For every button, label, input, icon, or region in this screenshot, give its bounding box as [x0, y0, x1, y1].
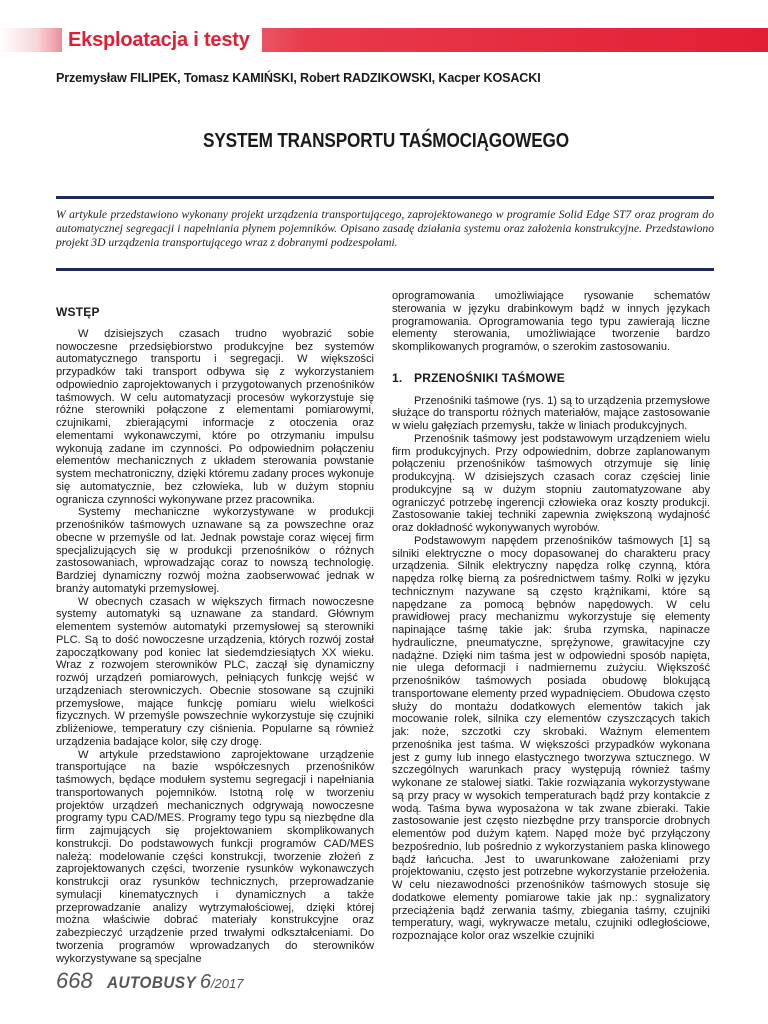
right-column	[392, 290, 710, 943]
section-heading-text: PRZENOŚNIKI TAŚMOWE	[414, 370, 565, 385]
issue-year: /2017	[210, 976, 244, 991]
section-heading-conveyors	[392, 372, 710, 385]
issue-number: 6	[199, 971, 211, 993]
journal-name: AUTOBUSY	[106, 973, 196, 992]
page-number: 668	[56, 968, 93, 993]
article-title: SYSTEM TRANSPORTU TAŚMOCIĄGOWEGO	[203, 130, 569, 152]
paragraph: W artykule przedstawiono zaprojektowane urządzenie transportujące na bazie współczesnych przenośników taśmowych, będące modułem systemu segregacji i napełniania transportowanych pojemników. Istotną rolę w tworzeniu projektów urządzeń mechanicznych odgrywają nowoczesne programy typu CAD/MES. Programy tego typu są niezbędne dla firm zajmujących się projektowaniem skomplikowanych konstrukcji. Do podstawowych funkcji programów CAD/MES należą: modelowanie części konstrukcji, tworzenie złożeń z zaprojektowanych części, tworzenie rysunków wykonawczych konstrukcji oraz rysunków technicznych, przeprowadzanie symulacji kinematycznych i dynamicznych a także przeprowadzanie analizy wytrzymałościowej, dzięki której można właściwie dobrać materiały konstrukcyjne oraz zabezpieczyć urządzenie przed trwałymi odkształceniami. Do tworzenia programów wprowadzanych do sterowników wykorzystywane są specjalne	[56, 748, 374, 965]
authors: Przemysław FILIPEK, Tomasz KAMIŃSKI, Robert RADZIKOWSKI, Kacper KOSACKI	[56, 71, 541, 85]
divider-bottom	[56, 268, 714, 271]
footer	[56, 968, 243, 996]
paragraph: W dzisiejszych czasach trudno wyobrazić sobie nowoczesne przedsiębiorstwo produkcyjne bez systemów automatycznego transportu i segregacji. W większości przypadków taki transport odbywa się z wykorzystaniem odpowiednio zaprojektowanych i przygotowanych przenośników taśmowych. W celu automatyzacji procesów wykorzystuje się różne sterowniki połączone z elementami pomiarowymi, czujnikami, zbierającymi informacje z otoczenia oraz elementami wykonawczymi, które po otrzymaniu impulsu wykonują zadane im czynności. Po odpowiednim połączeniu elementów mechanicznych z układem sterowania powstanie system mechatroniczny, dzięki któremu zadany proces wykonuje się automatycznie, bez człowieka, lub w dużym stopniu ogranicza czynności wykonywane przez pracownika.	[56, 327, 374, 506]
abstract: W artykule przedstawiono wykonany projekt urządzenia transportującego, zaprojektowanego w programie Solid Edge ST7 oraz program do automatycznej segregacji i napełniania płynem pojemników. Opisano zasadę działania systemu oraz założenia konstrukcyjne. Przedstawiono projekt 3D urządzenia transportującego wraz z dobranymi podzespołami.	[56, 208, 714, 250]
paragraph: Przenośnik taśmowy jest podstawowym urządzeniem wielu firm produkcyjnych. Przy odpowiednim, dobrze zaplanowanym połączeniu przenośników taśmowych otrzymuje się linię produkcyjną. W dzisiejszych czasach coraz częściej linie produkcyjne są w dużym stopniu zautomatyzowane aby ograniczyć potrzebę ingerencji człowieka oraz koszty produkcji. Zastosowanie takiej techniki zapewnia zwiększoną wydajność oraz dokładność wykonywanych wyrobów.	[392, 432, 710, 534]
paragraph: Przenośniki taśmowe (rys. 1) są to urządzenia przemysłowe służące do transportu różnych materiałów, mające zastosowanie w wielu gałęziach przemysłu, także w liniach produkcyjnych.	[392, 394, 710, 432]
header-bar-fade	[0, 28, 62, 52]
paragraph: W obecnych czasach w większych firmach nowoczesne systemy automatyki są uznawane za standard. Głównym elementem systemów automatyki przemysłowej są sterowniki PLC. Są to dość nowoczesne urządzenia, których rozwój został zapoczątkowany pod koniec lat siedemdziesiątych XX wieku. Wraz z rozwojem sterowników PLC, zaczął się dynamiczny rozwój urządzeń pomiarowych, pełniących funkcję wejść w urządzeniach sterowniczych. Obecnie stosowane są czujniki przemysłowe, mające funkcję pomiaru wielu wielkości fizycznych. W przemyśle powszechnie wykorzystuje się czujniki zbliżeniowe, temperatury czy ciśnienia. Popularne są również urządzenia badające kolor, siłę czy drogę.	[56, 595, 374, 748]
section-heading-intro: WSTĘP	[56, 305, 100, 319]
paragraph: Systemy mechaniczne wykorzystywane w produkcji przenośników taśmowych uznawane są za powszechne oraz obecne w przemyśle od lat. Jednak powstaje coraz więcej firm specjalizujących się w produkcji przenośników o różnych zastosowaniach, wprowadzając coraz to nowszą technologię. Bardziej dynamiczny rozwój można zaobserwować jednak w branży automatyki przemysłowej.	[56, 506, 374, 595]
paragraph: Podstawowym napędem przenośników taśmowych [1] są silniki elektryczne o mocy dopasowanej do charakteru pracy urządzenia. Silnik elektryczny napędza rolkę czynną, która napędza rolkę bierną za pośrednictwem taśmy. Rolki w języku technicznym nazywane są często krążnikami, które są napędzane za pomocą bębnów napędowych. W celu prawidłowej pracy mechanizmu wykorzystuje się elementy napinające taśmę takie jak: śruba rzymska, napinacze hydrauliczne, pneumatyczne, sprężynowe, grawitacyjne czy nadążne. Dzięki nim taśma jest w odpowiedni sposób napięta, nie ulega deformacji i nadmiernemu zużyciu. Większość przenośników taśmowych posiada obudowę blokującą transportowane elementy przed wypadnięciem. Obudowa często służy do montażu dodatkowych elementów takich jak mocowanie rolek, silnika czy elementów czyszczących takich jak: noże, szczotki czy skrobaki. Ważnym elementem przenośnika jest taśma. W większości przypadków wykonana jest z gumy lub innego elastycznego tworzywa sztucznego. W szczególnych warunkach pracy występują również taśmy wykonane ze stalowej siatki. Takie rozwiązania wykorzystywane są przy pracy w wysokich temperaturach bądź przy kontakcie z wodą. Taśma bywa wyposażona w tak zwane zbieraki. Takie zastosowanie jest często niezbędne przy transporcie drobnych elementów pod dużym kątem. Napęd może być przyłączony bezpośrednio, lub pośrednio z wykorzystaniem paska klinowego bądź łańcucha. Jest to uwarunkowane założeniami przy projektowaniu, często jest potrzebne wykorzystanie przełożenia. W celu niezawodności przenośników taśmowych stosuje się dodatkowe elementy pomiarowe takie jak np.: sygnalizatory przeciążenia bądź zerwania taśmy, zbiegania taśmy, czujniki temperatury, wagi, wykrywacze metalu, czujniki odległościowe, rozpoznające kolor oraz wszelkie czujniki	[392, 534, 710, 942]
left-column	[56, 294, 374, 965]
paragraph-continuation: oprogramowania umożliwiające rysowanie schematów sterowania w języku drabinkowym bądź w innych językach programowania. Oprogramowania tego typu zawierają liczne elementy sterowania, umożliwiające tworzenie bardzo skomplikowanych programów, o szerokim zastosowaniu.	[392, 290, 710, 353]
section-number: 1.	[392, 370, 403, 385]
section-title: Eksploatacja i testy	[62, 26, 262, 54]
divider-top	[56, 196, 714, 199]
